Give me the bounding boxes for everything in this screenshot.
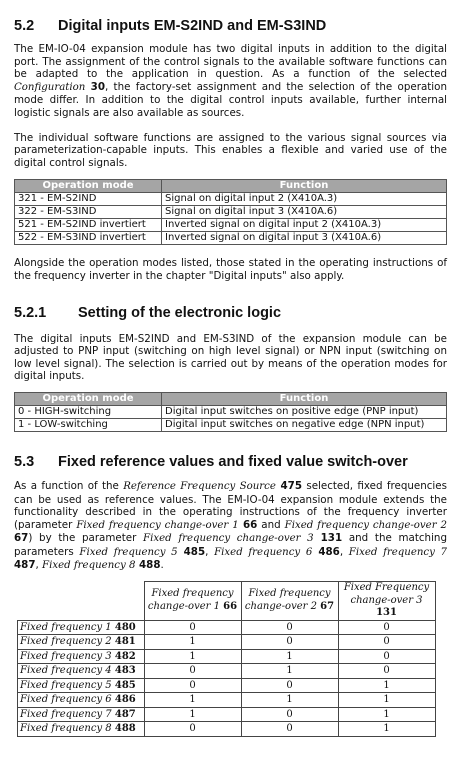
column-header: Function	[162, 392, 447, 405]
table-row	[18, 620, 436, 635]
table-cell: 0 - HIGH-switching	[15, 405, 162, 418]
param-number: 485	[114, 679, 136, 691]
table-cell: 1	[338, 707, 435, 722]
row-label	[18, 693, 145, 708]
section-heading-5-3	[14, 454, 447, 470]
table-cell: Signal on digital input 3 (X410A.6)	[162, 206, 447, 219]
table-row	[18, 722, 436, 737]
table-cell: 522 - EM-S3IND invertiert	[15, 232, 162, 245]
param-number: 486	[312, 545, 340, 558]
section-number: 5.2	[14, 18, 35, 34]
paragraph-software-functions: The individual software functions are assigned to the various signal sources via parameterization-capable inputs. This enables a flexible and varied use of the digital control signals.	[14, 131, 447, 169]
table-cell: 0	[338, 635, 435, 650]
table-row	[15, 206, 447, 219]
text-run: .	[160, 559, 164, 572]
table-cell: 322 - EM-S3IND	[15, 206, 162, 219]
fixed-frequency-table	[17, 581, 436, 737]
param-number: 487	[14, 559, 36, 572]
table-cell: Digital input switches on positive edge (PNP input)	[162, 405, 447, 418]
text-run: selected, fixed frequencies can be used as reference values. The EM-IO-04 expansion module extends the functionality described in the operating instructions of the frequency inverter (parameter	[14, 479, 447, 531]
table-cell: Digital input switches on negative edge (NPN input)	[162, 418, 447, 431]
param-number: 488	[114, 723, 136, 735]
table-cell: 1	[241, 664, 338, 679]
table-row	[15, 418, 447, 431]
param-name: Fixed frequency 8	[42, 560, 136, 572]
table-row	[18, 664, 436, 679]
section-heading-5-2-1	[14, 305, 447, 321]
table-cell: 321 - EM-S2IND	[15, 193, 162, 206]
param-number: 482	[114, 650, 136, 662]
text-run: , the factory-set assignment and the selection of the operation mode differ. In addition to the digital control inputs available, further internal logistic signals are also available as sources.	[14, 80, 447, 119]
section-title: Digital inputs EM-S2IND and EM-S3IND	[58, 18, 327, 34]
table-cell: Inverted signal on digital input 3 (X410A.6)	[162, 232, 447, 245]
table-cell: 1	[338, 678, 435, 693]
table-row	[18, 693, 436, 708]
param-name: Fixed frequency 7	[348, 546, 448, 558]
table-cell: 0	[338, 620, 435, 635]
table-cell: 1	[338, 693, 435, 708]
fixed-frequency-table-body	[18, 620, 436, 736]
param-number: 66	[223, 600, 238, 612]
logic-mode-table	[14, 392, 447, 432]
table-row	[18, 635, 436, 650]
table-cell: 1	[241, 649, 338, 664]
row-label	[18, 620, 145, 635]
table-cell: 1	[144, 649, 241, 664]
column-header: Function	[162, 180, 447, 193]
table-cell: 0	[144, 678, 241, 693]
param-number: 131	[313, 532, 343, 545]
param-name: Reference Frequency Source	[123, 480, 276, 492]
param-number: 480	[114, 621, 136, 633]
param-number: 30	[90, 80, 105, 93]
table-header-row	[15, 180, 447, 193]
section-number: 5.2.1	[14, 304, 47, 321]
row-label	[18, 635, 145, 650]
table-row	[15, 232, 447, 245]
table-cell: 1	[144, 693, 241, 708]
param-name: Fixed frequency 6	[214, 546, 313, 558]
table-cell: 0	[241, 722, 338, 737]
table-cell: 0	[144, 620, 241, 635]
table-cell: 0	[144, 722, 241, 737]
paragraph-intro	[14, 43, 447, 120]
param-name: Fixed frequency 5	[79, 546, 178, 558]
section-title: Fixed reference values and fixed value switch-over	[58, 453, 408, 470]
table-cell: 521 - EM-S2IND invertiert	[15, 219, 162, 232]
row-label-text: Fixed frequency 4	[20, 665, 112, 677]
operation-mode-table	[14, 179, 447, 245]
table-cell: 0	[338, 664, 435, 679]
column-header: Operation mode	[15, 180, 162, 193]
param-number: 487	[114, 708, 136, 720]
table-cell: Inverted signal on digital input 2 (X410A.3)	[162, 219, 447, 232]
table-row	[15, 219, 447, 232]
param-number: 481	[114, 636, 136, 648]
text-run: ,	[35, 559, 43, 572]
row-label-text: Fixed frequency 8	[20, 723, 112, 735]
table-header-row	[18, 582, 436, 621]
param-number: 475	[275, 479, 303, 492]
table-cell: 1	[338, 722, 435, 737]
param-name: Fixed frequency change-over 2	[284, 519, 447, 531]
column-header-label: Fixed Frequency change-over 3	[343, 582, 430, 606]
row-label	[18, 707, 145, 722]
row-label	[18, 664, 145, 679]
table-cell: 1	[144, 707, 241, 722]
column-header	[241, 582, 338, 621]
table-cell: 1 - LOW-switching	[15, 418, 162, 431]
text-run: and	[257, 518, 285, 531]
param-name: Fixed frequency change-over 3	[143, 533, 314, 545]
row-label	[18, 649, 145, 664]
table-row	[18, 649, 436, 664]
param-number: 488	[135, 559, 161, 572]
table-cell: 0	[338, 649, 435, 664]
param-number: 486	[114, 694, 136, 706]
table-cell: 0	[241, 707, 338, 722]
row-label-text: Fixed frequency 1	[20, 621, 112, 633]
param-name: Configuration	[14, 81, 86, 93]
row-label	[18, 722, 145, 737]
text-run: ,	[339, 545, 349, 558]
section-number: 5.3	[14, 453, 35, 470]
column-header: Operation mode	[15, 392, 162, 405]
table-row	[18, 678, 436, 693]
column-header-label: Fixed frequency change-over 1	[147, 588, 234, 612]
text-run: ,	[205, 545, 215, 558]
row-label-text: Fixed frequency 3	[20, 650, 112, 662]
table-row	[15, 405, 447, 418]
section-heading-5-2	[14, 18, 447, 34]
document-page	[14, 14, 447, 737]
paragraph-electronic-logic: The digital inputs EM-S2IND and EM-S3IND of the expansion module can be adjusted to PNP input (switching on high level signal) or NPN input (switching on low level signal). The selection is carried out by means of the operation modes for digital inputs.	[14, 332, 447, 383]
param-name: Fixed frequency change-over 1	[76, 519, 239, 531]
table-cell: 0	[241, 635, 338, 650]
text-run: and the matching parameters	[14, 532, 447, 558]
row-label	[18, 678, 145, 693]
paragraph-alongside: Alongside the operation modes listed, those stated in the operating instructions of the frequency inverter in the chapter "Digital inputs" also apply.	[14, 257, 447, 282]
table-cell: Signal on digital input 2 (X410A.3)	[162, 193, 447, 206]
table-cell: 1	[241, 693, 338, 708]
param-number: 67	[320, 600, 335, 612]
row-label-text: Fixed frequency 5	[20, 679, 112, 691]
param-number: 66	[238, 518, 258, 531]
param-number: 131	[376, 607, 397, 619]
table-cell: 0	[144, 664, 241, 679]
text-run: ) by the parameter	[28, 532, 144, 545]
row-label-text: Fixed frequency 6	[20, 694, 112, 706]
table-cell: 0	[241, 678, 338, 693]
text-run: The EM-IO-04 expansion module has two digital inputs in addition to the digital port. The assignment of the control signals to the available software functions can be adapted to the application in question. As a function of the selected	[14, 43, 447, 81]
paragraph-fixed-reference	[14, 480, 447, 573]
table-cell: 1	[144, 635, 241, 650]
param-number: 67	[14, 532, 29, 545]
section-title: Setting of the electronic logic	[78, 304, 282, 321]
param-number: 485	[177, 545, 206, 558]
table-row	[18, 707, 436, 722]
empty-corner	[18, 582, 145, 621]
column-header-label: Fixed frequency change-over 2	[244, 588, 331, 612]
param-number: 483	[114, 665, 136, 677]
row-label-text: Fixed frequency 2	[20, 636, 112, 648]
table-cell: 0	[241, 620, 338, 635]
text-run: As a function of the	[14, 479, 124, 492]
table-row	[15, 193, 447, 206]
column-header	[144, 582, 241, 621]
column-header	[338, 582, 435, 621]
row-label-text: Fixed frequency 7	[20, 708, 112, 720]
table-header-row	[15, 392, 447, 405]
